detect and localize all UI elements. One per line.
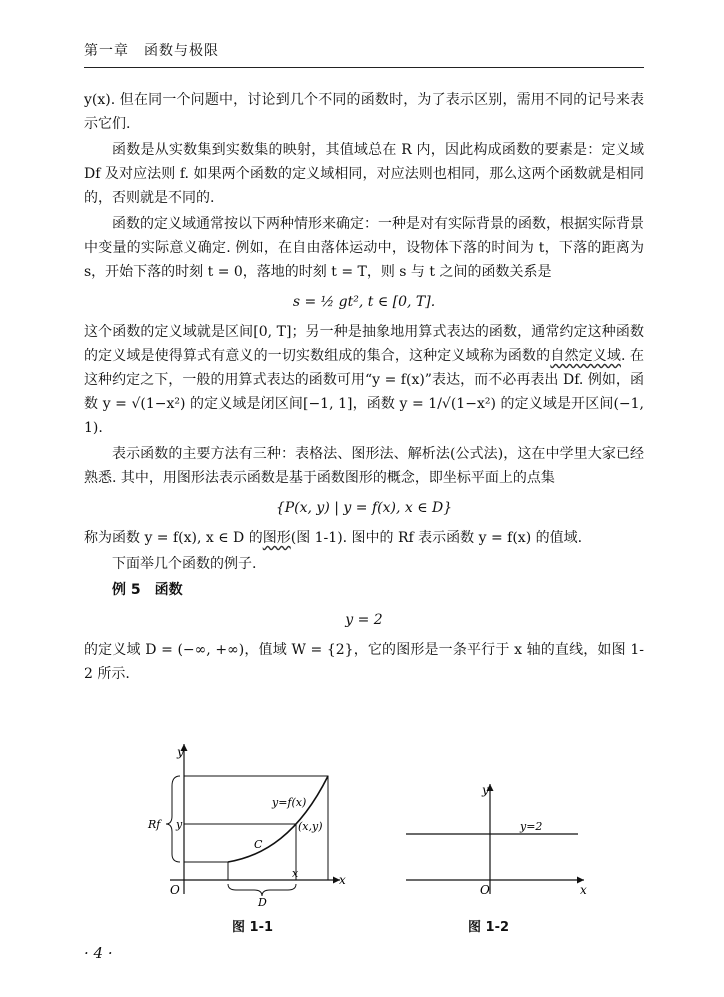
fig1-origin: O (170, 883, 180, 897)
figures (84, 744, 644, 944)
fig1-y-label: y (177, 745, 184, 759)
formula-y-equals-2: y = 2 (345, 612, 383, 628)
formula-point-set: {P(x, y) | y = f(x), x ∈ D} (275, 500, 453, 516)
header-rule (84, 67, 644, 68)
fig1-curve-label: y=f(x) (272, 796, 307, 809)
example-title: 函数 (154, 582, 183, 598)
fig1-d-brace (228, 884, 296, 896)
example-label: 例 5 (112, 582, 141, 598)
fig1-caption: 图 1-1 (232, 920, 274, 935)
paragraph-7: 下面举几个函数的例子. (112, 556, 257, 572)
fig1-curve (228, 776, 328, 862)
paragraph-1: y(x). 但在同一个问题中，讨论到几个不同的函数时，为了表示区别，需用不同的记号来表示它们. (84, 92, 644, 132)
paragraph-8: 的定义域 D = (−∞, +∞)，值域 W = {2}，它的图形是一条平行于 x 轴的直线，如图 1-2 所示. (84, 642, 644, 682)
running-header: 第一章 函数与极限 (84, 43, 219, 59)
fig1-d-label: D (258, 896, 267, 909)
fig2-y-label: y (482, 783, 489, 797)
fig2-caption: 图 1-2 (468, 920, 510, 935)
formula-free-fall: s = ½ gt², t ∈ [0, T]. (292, 294, 436, 310)
paragraph-6-part-a: 称为函数 y = f(x), x ∈ D 的 (84, 530, 263, 546)
figure-1-1 (84, 744, 644, 944)
fig1-c-label: C (254, 838, 263, 851)
paragraph-6 (84, 526, 644, 550)
fig1-point-label: (x,y) (298, 820, 323, 833)
figure-1-2 (406, 783, 587, 897)
paragraph-4-part-a: 这个函数的定义域就是区间[0, T]；另一种是抽象地用算式表达的函数，通常约定这种函数的定义域是使得算式有意义的一切实数组成的集合，这种定义域称为函数的 (84, 324, 644, 364)
paragraph-3: 函数的定义域通常按以下两种情形来确定：一种是对有实际背景的函数，根据实际背景中变量的实际意义确定. 例如，在自由落体运动中，设物体下落的时间为 t，下落的距离为 s，开始下落的时刻 t = 0，落地的时刻 t = T，则 s 与 t 之间的函数关系是 (84, 216, 644, 280)
paragraph-4 (84, 320, 644, 440)
graph-term: 图形 (262, 530, 291, 546)
page-body (84, 88, 644, 688)
fig2-origin: O (480, 883, 490, 897)
paragraph-6-part-c: (图 1-1). 图中的 Rf 表示函数 y = f(x) 的值域. (290, 530, 583, 546)
page-number: · 4 · (84, 944, 113, 962)
paragraph-2: 函数是从实数集到实数集的映射，其值域总在 R 内，因此构成函数的要素是：定义域 Df 及对应法则 f. 如果两个函数的定义域相同，对应法则也相同，那么这两个函数就是相同的，否则就是不同的. (84, 142, 644, 206)
natural-domain-term: 自然定义域 (550, 348, 621, 364)
paragraph-5: 表示函数的主要方法有三种：表格法、图形法、解析法(公式法)，这在中学里大家已经熟悉. 其中，用图形法表示函数是基于函数图形的概念，即坐标平面上的点集 (84, 446, 644, 486)
fig1-x-label: x (339, 873, 346, 887)
fig2-x-label: x (580, 883, 587, 897)
fig1-x-tick: x (292, 867, 299, 880)
paragraph-4-part-c: . 在这种约定之下，一般的用算式表达的函数可用“y = f(x)”表达，而不必再表出 Df. 例如，函数 y = √(1−x²) 的定义域是闭区间[−1, 1]，函数 y = 1/√(1−x²) 的定义域是开区间(−1, 1). (84, 348, 645, 436)
fig1-rf-label: Rf (148, 818, 161, 831)
fig1-y-tick: y (176, 818, 183, 831)
fig2-line-label: y=2 (520, 820, 543, 833)
example-5-heading (84, 578, 644, 602)
